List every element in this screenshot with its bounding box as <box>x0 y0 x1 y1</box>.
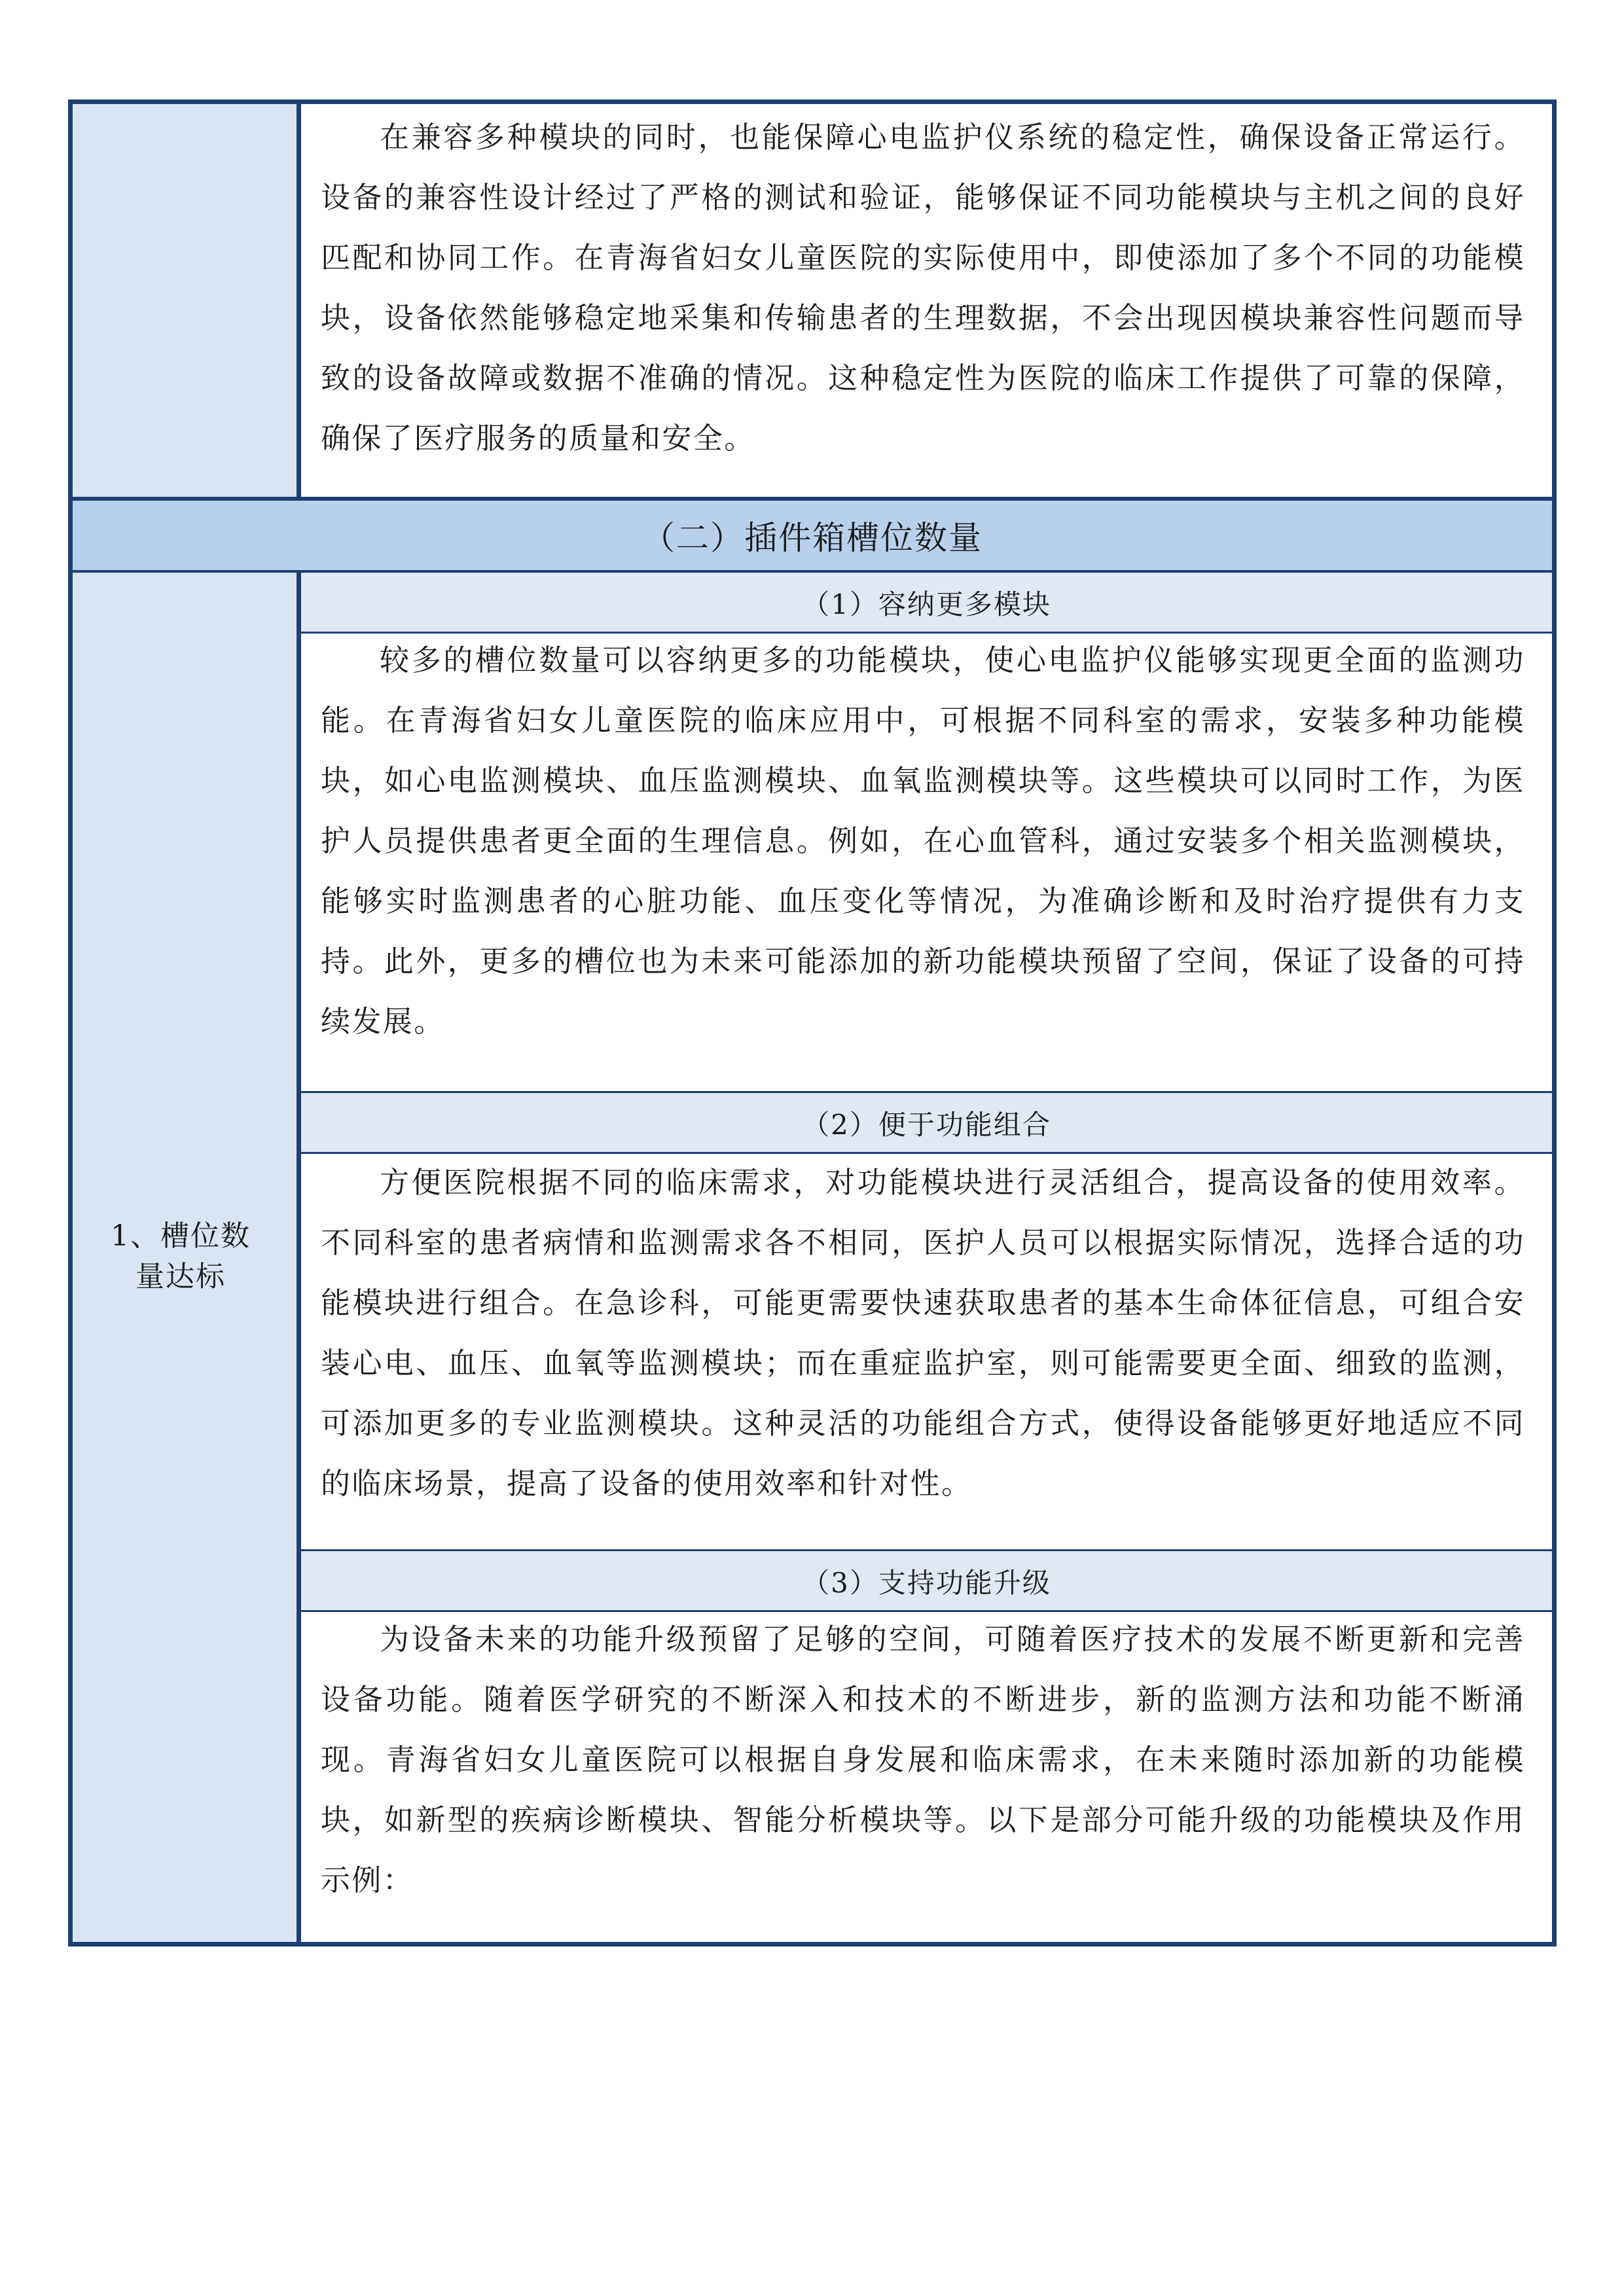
divider-sub3-top <box>297 1549 1552 1551</box>
continuation-paragraph: 在兼容多种模块的同时，也能保障心电监护仪系统的稳定性，确保设备正常运行。设备的兼容性设计经过了严格的测试和验证，能够保证不同功能模块与主机之间的良好匹配和协同工作。在青海省妇女儿童医院的实际使用中，即使添加了多个不同的功能模块，设备依然能够稳定地采集和传输患者的生理数据，不会出现因模块兼容性问题而导致的设备故障或数据不准确的情况。这种稳定性为医院的临床工作提供了可靠的保障，确保了医疗服务的质量和安全。 <box>321 120 1525 456</box>
divider-sub2-top <box>297 1091 1552 1093</box>
subsection-paragraph-3: 为设备未来的功能升级预留了足够的空间，可随着医疗技术的发展不断更新和完善设备功能。随着医学研究的不断深入和技术的不断进步，新的监测方法和功能不断涌现。青海省妇女儿童医院可以根据自身发展和临床需求，在未来随时添加新的功能模块，如新型的疾病诊断模块、智能分析模块等。以下是部分可能升级的功能模块及作用示例： <box>321 1622 1525 1897</box>
subsection-header-1 <box>301 572 1552 634</box>
subsection-paragraph-1: 较多的槽位数量可以容纳更多的功能模块，使心电监护仪能够实现更全面的监测功能。在青海省妇女儿童医院的临床应用中，可根据不同科室的需求，安装多种功能模块，如心电监测模块、血压监测模块、血氧监测模块等。这些模块可以同时工作，为医护人员提供患者更全面的生理信息。例如，在心血管科，通过安装多个相关监测模块，能够实时监测患者的心脏功能、血压变化等情况，为准确诊断和及时治疗提供有力支持。此外，更多的槽位也为未来可能添加的新功能模块预留了空间，保证了设备的可持续发展。 <box>321 643 1525 1039</box>
subsection-title-2: （2）便于功能组合 <box>802 1109 1051 1141</box>
row-label-slot-count <box>73 1216 289 1297</box>
section-title: （二）插件箱槽位数量 <box>642 519 983 557</box>
row-label-line-1: 1、槽位数 <box>111 1219 251 1253</box>
row-label-line-2: 量达标 <box>135 1260 226 1293</box>
subsection-header-2 <box>301 1092 1552 1154</box>
subsection-title-3: （3）支持功能升级 <box>802 1567 1051 1599</box>
subsection-title-1: （1）容纳更多模块 <box>802 588 1051 620</box>
column-divider-bottom <box>297 572 301 1942</box>
left-column-cell-top <box>73 104 297 499</box>
section-header <box>73 499 1552 572</box>
subsection-paragraph-2: 方便医院根据不同的临床需求，对功能模块进行灵活组合，提高设备的使用效率。不同科室的患者病情和监测需求各不相同，医护人员可以根据实际情况，选择合适的功能模块进行组合。在急诊科，可能更需要快速获取患者的基本生命体征信息，可组合安装心电、血压、血氧等监测模块；而在重症监护室，则可能需要更全面、细致的监测，可添加更多的专业监测模块。这种灵活的功能组合方式，使得设备能够更好地适应不同的临床场景，提高了设备的使用效率和针对性。 <box>321 1165 1525 1501</box>
subsection-header-3 <box>301 1551 1552 1612</box>
divider-below-section <box>73 570 1552 573</box>
column-divider-top <box>297 104 301 499</box>
divider-above-section <box>73 497 1552 501</box>
